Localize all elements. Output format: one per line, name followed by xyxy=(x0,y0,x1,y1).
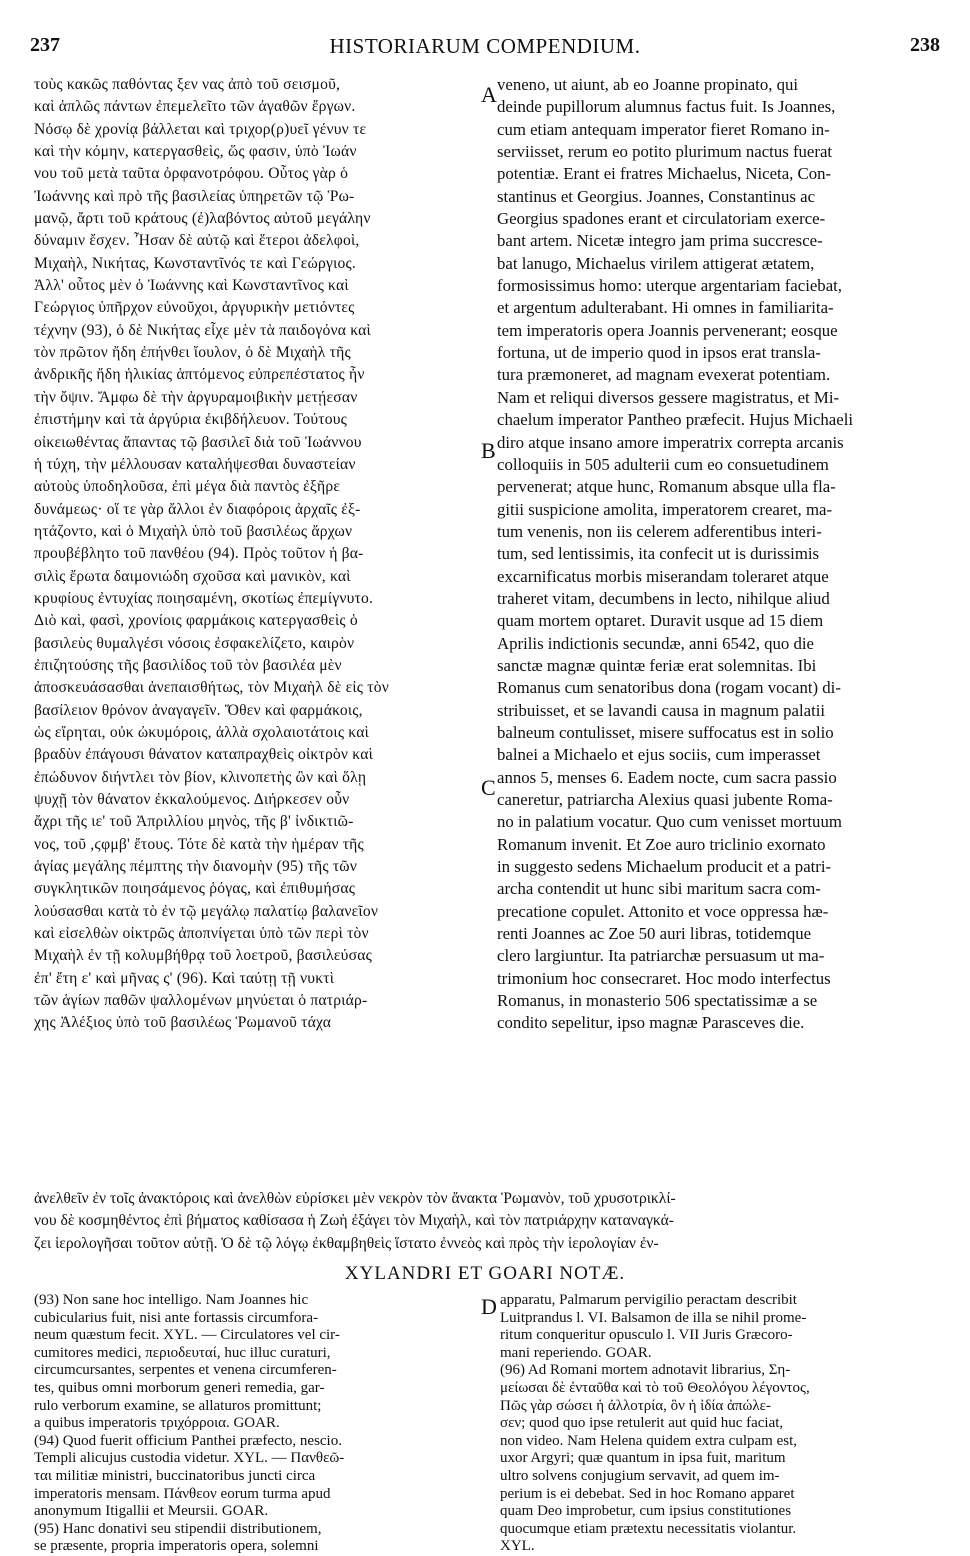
greek-text-line: μανῷ, ἄρτι τοῦ κράτους (ἐ)λαβόντος αὐτοῦ μεγάλην xyxy=(34,210,371,228)
latin-text-line: balneum contulisset, misere suffocatus est in solio xyxy=(497,722,834,742)
greek-text-line: ἀνελθεῖν ἐν τοῖς ἀνακτόροις καὶ ἀνελθὼν εὑρίσκει μὲν νεκρὸν τὸν ἄνακτα Ῥωμανὸν, τοῦ χρυσοτρικλί- xyxy=(34,1190,676,1207)
greek-text-line: Μιχαὴλ ἐν τῇ κολυμβήθρᾳ τοῦ λοετροῦ, βασιλεύσας xyxy=(34,947,372,965)
greek-text-line: ἐπιζητούσης τῆς βασιλίδος τοῦ τὸν βασιλέα μὲν xyxy=(34,656,342,674)
latin-text-line: bant artem. Nicetæ integro jam prima succresce- xyxy=(497,231,823,251)
latin-text-line: chaelum imperator Pantheo præfecit. Hujus Michaeli xyxy=(497,410,854,430)
latin-text-line: deinde pupillorum alumnus factus fuit. Is Joannes, xyxy=(497,97,836,117)
full-width-greek xyxy=(34,1188,940,1255)
notes-title: XYLANDRI ET GOARI NOTÆ. xyxy=(344,1263,626,1284)
note-line: cubicularius fuit, nisi ante fortassis circumfora- xyxy=(34,1309,319,1326)
greek-text-line: Νόσῳ δὲ χρονίᾳ βάλλεται καὶ τριχορ(ρ)υεῖ γένυν τε xyxy=(34,120,367,138)
note-line: ritum conqueritur opusculo l. VII Juris Græcoro- xyxy=(500,1327,793,1344)
note-line: (95) Hanc donativi seu stipendii distributionem, xyxy=(34,1520,322,1537)
note-line: non video. Nam Helena quidem extra culpam est, xyxy=(500,1432,797,1449)
note-line: XYL. xyxy=(500,1538,535,1555)
note-line: se præsente, propria imperatoris opera, solemni xyxy=(34,1538,319,1555)
greek-text-line: ὡς εἴρηται, οὐκ ὠκυμόροις, ἀλλὰ σχολαιοτάτοις καὶ xyxy=(34,723,369,741)
latin-text-line: Aprilis indictionis secundæ, anni 6542, quo die xyxy=(497,633,814,653)
latin-text-line: Romanum invenit. Et Zoe auro triclinio exornato xyxy=(497,834,826,854)
latin-text-line: gitii suspicione amolita, imperatorem crearet, ma- xyxy=(497,499,833,519)
margin-marker-c: C xyxy=(481,775,496,800)
greek-text-line: βραδὺν ἐπάγουσι θάνατον καταπραχθεὶς οἰκτρὸν καὶ xyxy=(34,746,373,764)
greek-text-line: Μιχαὴλ, Νικήτας, Κωνσταντῖνός τε καὶ Γεώργιος. xyxy=(34,254,356,272)
note-line: (94) Quod fuerit officium Panthei præfecto, nescio. xyxy=(34,1432,342,1449)
greek-text-line: βασιλεὺς θυμαλγέσι νόσοις ἐσφακελίζετο, καιρὸν xyxy=(34,634,355,652)
greek-text-line: τοὺς κακῶς παθόντας ξεν νας ἀπὸ τοῦ σεισμοῦ, xyxy=(34,76,341,93)
greek-text-line: ψυχῇ τὸν θάνατον ἐκκαλούμενος. Διήρκεσεν οὖν xyxy=(34,791,350,808)
note-line: anonymum Itigallii et Meursii. GOAR. xyxy=(34,1503,269,1520)
note-line: neum quæstum fecit. XYL. — Circulatores vel cir- xyxy=(34,1327,340,1344)
note-line: μείωσαι δὲ ἐνταῦθα καὶ τὸ τοῦ Θεολόγου λέγοντος, xyxy=(500,1379,810,1396)
latin-text-line: formosissimus homo: uterque argentariam faciebat, xyxy=(497,276,843,296)
latin-text-line: colloquiis in 505 adulterii cum eo consuetudinem xyxy=(497,454,829,474)
note-line: imperatoris mensam. Πάνθεον eorum turma apud xyxy=(34,1485,331,1502)
greek-text-line: ἐπώδυνον διήντλει τὸν βίον, κλινοπετὴς ὢν καὶ ὅλῃ xyxy=(34,768,367,786)
latin-text-line: no in palatium vocatur. Quo cum venisset mortuum xyxy=(497,812,842,832)
latin-text-line: archa contendit ut hunc sibi maritum sacra com- xyxy=(497,879,821,899)
greek-text-line: ἁγίας μεγάλης πέμπτης τὴν διανομὴν (95) τῆς τῶν xyxy=(34,858,358,876)
right-page-number: 238 xyxy=(910,34,940,56)
greek-text-line: Ἀλλ' οὗτος μὲν ὁ Ἰωάννης καὶ Κωνσταντῖνος καὶ xyxy=(34,277,349,295)
page-header xyxy=(30,34,940,64)
latin-text-line: pervenerat; atque hunc, Romanum absque ulla fla- xyxy=(497,477,836,497)
margin-marker-b: B xyxy=(481,438,496,463)
greek-text-line: κρυφίους ἐντυχίας ποιησαμένη, σκοτίως ἐπεμίγνυτο. xyxy=(34,589,374,607)
greek-text-line: λούσασθαι κατὰ τὸ ἐν τῷ μεγάλῳ παλατίῳ βαλανεῖον xyxy=(34,902,379,920)
greek-text-line: ἄχρι τῆς ιε' τοῦ Ἀπριλλίου μηνὸς, τῆς β' ἰνδικτιῶ- xyxy=(34,813,354,831)
note-line: quam Deo improbetur, cum ipsius constitutiones xyxy=(500,1503,792,1520)
note-line: Luitprandus l. VI. Balsamon de illa se nihil prome- xyxy=(500,1309,807,1326)
note-line: (96) Ad Romani mortem adnotavit librarius, Ση- xyxy=(500,1362,791,1379)
greek-text-line: τῶν ἁγίων παθῶν ψαλλομένων μηνύεται ὁ πατριάρ- xyxy=(34,992,368,1010)
greek-text-line: καὶ ἁπλῶς πάντων ἐπεμελεῖτο τῶν ἀγαθῶν ἔργων. xyxy=(34,98,356,116)
latin-text-line: stribuisset, et se lavandi causa in magnum palatii xyxy=(497,700,826,720)
greek-text-line: χης Ἀλέξιος ὑπὸ τοῦ βασιλέως Ῥωμανοῦ τάχα xyxy=(34,1014,332,1032)
latin-text-line: diro atque insano amore imperatrix correpta arcanis xyxy=(497,432,844,452)
latin-text-line: precatione copulet. Attonito et voce oppressa hæ- xyxy=(497,901,829,921)
note-line: mani reperiendo. GOAR. xyxy=(500,1344,652,1361)
greek-text-line: νου δὲ κοσμηθέντος ἐπὶ βήματος καθίσασα ἡ Ζωὴ ἐξάγει τὸν Μιχαὴλ, καὶ τὸν πατριάρχην καταναγκά- xyxy=(34,1212,674,1230)
greek-text-line: καὶ τὴν κόμην, κατεργασθεὶς, ὥς φασιν, ὑπὸ Ἰωάν xyxy=(34,143,357,161)
latin-text-line: balnei a Michaelo et ejus sociis, cum imperasset xyxy=(497,745,821,765)
latin-text-line: sanctæ magnæ quintæ feriæ erat solemnitas. Ibi xyxy=(497,655,817,675)
greek-text-line: τέχνην (93), ὁ δὲ Νικήτας εἶχε μὲν τὰ παιδογόνα καὶ xyxy=(34,321,371,339)
latin-text-line: tem imperatoris opera Joannis pervenerant; eosque xyxy=(497,320,838,340)
latin-text-line: Georgius spadones erant et circulatoriam exerce- xyxy=(497,209,826,229)
latin-text-line: excarnificatus morbis miserandam toleraret atque xyxy=(497,566,829,586)
greek-text-line: Διὸ καὶ, φασὶ, χρονίοις φαρμάκοις κατεργασθεὶς ὁ xyxy=(34,612,358,630)
latin-text-line: et argentum adulterabant. Hi omnes in familiarita- xyxy=(497,298,834,318)
latin-text-line: serviisset, rerum eo potito plurimum nactus fuerat xyxy=(497,142,833,162)
greek-text-line: ἐπ' ἔτη ε' καὶ μῆνας ς' (96). Καὶ ταύτῃ τῇ νυκτὶ xyxy=(34,969,335,987)
greek-text-line: ἀποσκευάσασθαι ἀνεπαισθήτως, τὸν Μιχαὴλ δὲ εἰς τὸν xyxy=(34,679,389,697)
notes-right-column xyxy=(500,1292,938,1556)
note-line: ultro solvens conjugium servavit, ad quem im- xyxy=(500,1467,780,1484)
greek-column xyxy=(34,74,482,1035)
latin-text-line: trimonium hoc consecraret. Hoc modo interfectus xyxy=(497,968,831,988)
note-line: cumitores medici, περιοδευταί, huc illuc curaturi, xyxy=(34,1344,331,1361)
greek-text-line: Γεώργιος ὑπῆρχον εὐνοῦχοι, ἀργυρικὴν μετιόντες xyxy=(34,299,355,317)
greek-text-line: νου τοῦ μετὰ ταῦτα ὀρφανοτρόφου. Οὗτος γὰρ ὁ xyxy=(34,165,349,183)
greek-text-line: σιλὶς ἔρωτα δαιμονιώδη σχοῦσα καὶ μανικὸν, καὶ xyxy=(34,567,351,585)
latin-text-line: Romanus cum senatoribus dona (rogam vocant) di- xyxy=(497,678,841,698)
latin-text-line: renti Joannes ac Zoe 50 auri libras, totidemque xyxy=(497,924,812,944)
latin-text-line: caneretur, patriarcha Alexius quasi jubente Roma- xyxy=(497,790,833,809)
note-line: Πῶς γὰρ σώσει ἡ ἀλλοτρία, ὃν ἡ ἰδία ἀπώλε- xyxy=(500,1397,771,1414)
latin-text-line: tum, sed lentissimis, ita confecit ut is durissimis xyxy=(497,544,820,564)
greek-text-line: τὴν ὄψιν. Ἄμφω δὲ τὴν ἀργυραμοιβικὴν μετῄεσαν xyxy=(34,388,358,406)
note-line: σεν; quod quo ipse retulerit aut quid huc faciat, xyxy=(500,1415,784,1432)
note-line: (93) Non sane hoc intelligo. Nam Joannes hic xyxy=(34,1292,309,1308)
note-line: quocumque etiam prætextu necessitatis violantur. xyxy=(500,1520,797,1537)
greek-text-line: αὐτοὺς ὑποδηλοῦσα, ἐπὶ μέγα διὰ παντὸς ἐξῆρε xyxy=(34,478,341,496)
greek-text-line: τὸν πρῶτον ἤδη ἐπήνθει ἴουλον, ὁ δὲ Μιχαὴλ τῆς xyxy=(34,344,351,362)
latin-text-line: stantinus et Georgius. Joannes, Constantinus ac xyxy=(497,186,816,206)
latin-text-line: bat lanugo, Michaelus virilem attigerat ætatem, xyxy=(497,253,815,273)
margin-marker-d: D xyxy=(481,1294,497,1319)
greek-text-line: δύναμιν ἔσχεν. Ἦσαν δὲ αὐτῷ καὶ ἕτεροι ἀδελφοὶ, xyxy=(34,232,360,250)
running-title: HISTORIARUM COMPENDIUM. xyxy=(329,34,641,58)
greek-text-line: συγκλητικῶν ποιησάμενος ῥόγας, καὶ ἐπιθυμήσας xyxy=(34,880,356,898)
greek-text-line: οἰκειωθέντας ἅπαντας τῷ βασιλεῖ διὰ τοῦ Ἰωάννου xyxy=(34,433,362,451)
latin-text-line: quam mortem optaret. Duravit usque ad 15 diem xyxy=(497,611,824,631)
latin-text-line: veneno, ut aiunt, ab eo Joanne propinato, qui xyxy=(497,75,799,94)
latin-text-line: Romanus, in monasterio 506 spectatissimæ a se xyxy=(497,991,818,1011)
greek-text-line: δυνάμεως· οἵ τε γὰρ ἄλλοι ἐν διαφόροις ἀρχαῖς ἐξ- xyxy=(34,500,361,518)
note-line: a quibus imperatoris τριχόρροια. GOAR. xyxy=(34,1415,280,1432)
greek-text-line: καὶ εἰσελθὼν οἰκτρῶς ἀποπνίγεται ὑπὸ τῶν περὶ τὸν xyxy=(34,925,369,943)
left-page-number: 237 xyxy=(30,34,60,56)
latin-text-line: in suggesto sedens Michaelum producit et a patri- xyxy=(497,857,832,877)
latin-text-line: Nam et reliqui diversos gessere magistratus, et Mi- xyxy=(497,387,840,407)
note-line: circumcursantes, serpentes et venena circumferen- xyxy=(34,1362,337,1379)
latin-text-line: condito sepelitur, ipso magnæ Parasceves die. xyxy=(497,1013,805,1033)
greek-text-line: ἡ τύχη, τὴν μέλλουσαν καταλήψεσθαι δυναστείαν xyxy=(34,455,356,473)
latin-text-line: fortuna, ut de imperio quod in ipsos erat transla- xyxy=(497,343,821,363)
latin-text-line: annos 5, menses 6. Eadem nocte, cum sacra passio xyxy=(497,767,837,787)
greek-text-line: νος, τοῦ ,ϛφμβ' ἔτους. Τότε δὲ κατὰ τὴν ἡμέραν τῆς xyxy=(34,835,364,853)
latin-text-line: potentiæ. Erant ei fratres Michaelus, Niceta, Con- xyxy=(497,164,832,184)
greek-text-line: βασίλειον θρόνον ἀναγαγεῖν. Ὅθεν καὶ φαρμάκοις, xyxy=(34,701,363,719)
greek-text-line: ζει ἱερολογῆσαι τοῦτον αὐτῇ. Ὁ δὲ τῷ λόγῳ ἐκθαμβηθεὶς ἵστατο ἐννεὸς καὶ πρὸς τὴν ἱερολογίαν ἐν- xyxy=(34,1234,659,1252)
greek-text-line: ἀνδρικῆς ἤδη ἡλικίας ἁπτόμενος εὐπρεπέστατος ἦν xyxy=(34,366,365,384)
margin-marker-a: A xyxy=(481,82,497,107)
latin-text-line: traheret vitam, decumbens in lecto, nihilque aliud xyxy=(497,588,830,608)
latin-text-line: tura præmoneret, ad magnam evexerat potentiam. xyxy=(497,365,831,385)
note-line: uxor Argyri; quæ quantum in ipsa fuit, maritum xyxy=(500,1450,786,1467)
latin-column xyxy=(497,74,937,1035)
latin-text-line: tum venenis, non iis celerem adferentibus interi- xyxy=(497,521,822,541)
greek-text-line: ἐπιστήμην καὶ τὰ ἀργύρια ἐκιβδήλευον. Τούτους xyxy=(34,411,347,429)
note-line: rulo verborum examine, se allaturos promittunt; xyxy=(34,1397,322,1414)
note-line: perium is ei debebat. Sed in hoc Romano apparet xyxy=(500,1485,795,1502)
greek-text-line: ητάζοντο, καὶ ὁ Μιχαὴλ ὑπὸ τοῦ βασιλέως ἄρχων xyxy=(34,522,353,540)
note-line: ται militiæ ministri, buccinatoribus juncti circa xyxy=(34,1467,316,1484)
note-line: tes, quibus omni morborum generi remedia, gar- xyxy=(34,1379,325,1396)
greek-text-line: προυβέβλητο τοῦ πανθέου (94). Πρὸς τοῦτον ἡ βα- xyxy=(34,545,364,563)
latin-text-line: cum etiam antequam imperator fieret Romano in- xyxy=(497,119,830,139)
note-line: Templi alicujus custodia videtur. XYL. — Πανθεῶ- xyxy=(34,1450,345,1467)
notes-left-column xyxy=(34,1292,472,1556)
greek-text-line: Ἰωάννης καὶ πρὸ τῆς βασιλείας ὑπηρετῶν τῷ Ῥω- xyxy=(34,187,355,205)
note-line: apparatu, Palmarum pervigilio peractam describit xyxy=(500,1292,797,1308)
latin-text-line: clero largiuntur. Ita patriarchæ persuasum ut ma- xyxy=(497,946,825,966)
